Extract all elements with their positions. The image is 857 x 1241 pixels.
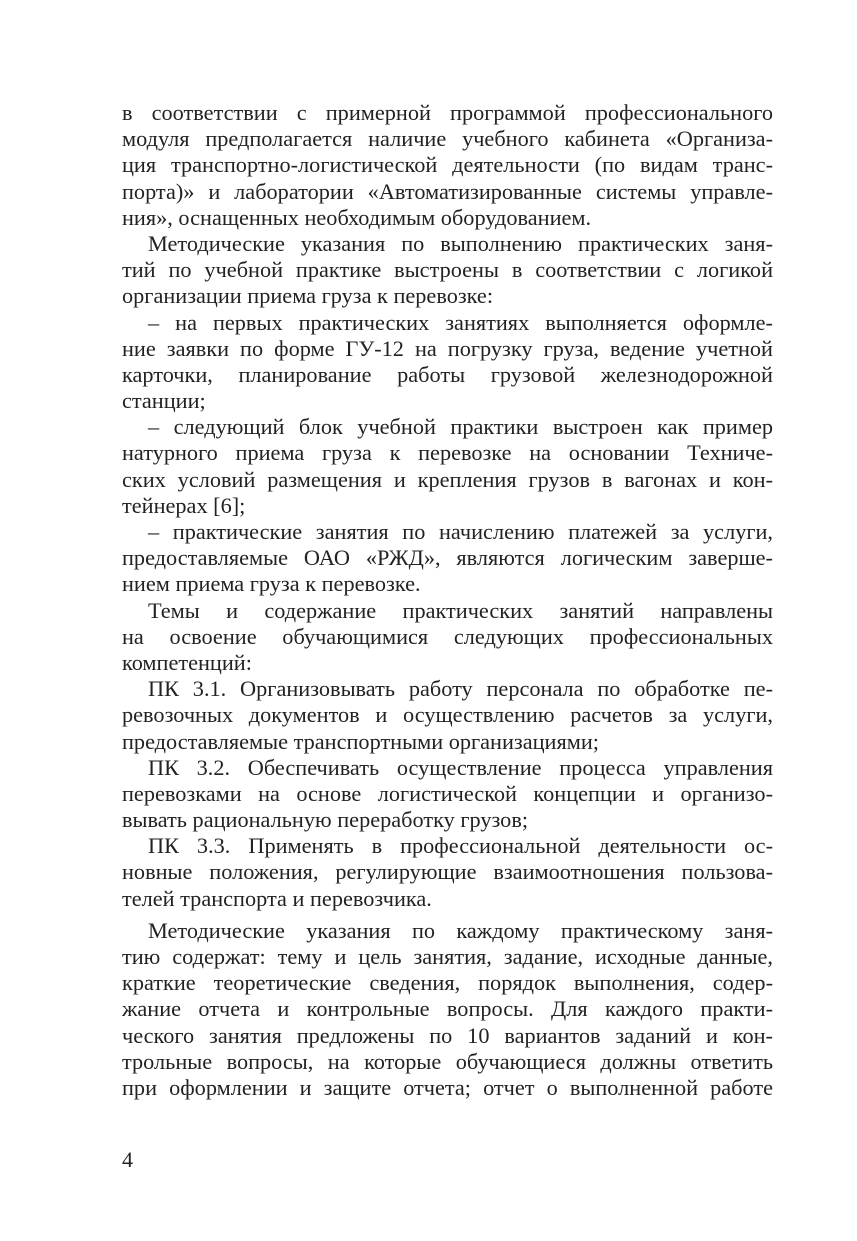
- text-line: – следующий блок учебной практики выстроен как пример: [148, 414, 773, 440]
- paragraph: [122, 755, 773, 834]
- text-line: предоставляемые транспортными организациями;: [122, 728, 599, 754]
- text-line: вывать рациональную переработку грузов;: [122, 807, 529, 833]
- paragraph: [122, 833, 773, 912]
- text-line: жание отчета и контрольные вопросы. Для каждого практи-: [122, 996, 773, 1022]
- text-line: трольные вопросы, на которые обучающиеся должны ответить: [122, 1048, 773, 1074]
- text-line: ПК 3.3. Применять в профессиональной деятельности ос-: [148, 833, 773, 859]
- text-line: натурного приема груза к перевозке на основании Техниче-: [122, 440, 773, 466]
- text-line: при оформлении и защите отчета; отчет о выполненной работе: [122, 1074, 773, 1100]
- text-line: – на первых практических занятиях выполняется оформле-: [148, 309, 773, 335]
- text-line: Темы и содержание практических занятий направлены: [148, 597, 773, 623]
- text-line: краткие теоретические сведения, порядок выполнения, содер-: [122, 970, 773, 996]
- text-line: тейнерах [6];: [122, 492, 246, 518]
- text-line: ческого занятия предложены по 10 вариантов заданий и кон-: [122, 1022, 773, 1048]
- text-line: ревозочных документов и осуществлению расчетов за услуги,: [122, 702, 773, 728]
- text-line: телей транспорта и перевозчика.: [122, 885, 432, 911]
- paragraph: [122, 310, 773, 415]
- text-line: организации приема груза к перевозке:: [122, 283, 494, 309]
- text-line: Методические указания по выполнению практических заня-: [148, 230, 773, 256]
- text-line: новные положения, регулирующие взаимоотношения пользова-: [122, 859, 773, 885]
- paragraph: [122, 100, 773, 231]
- text-line: – практические занятия по начислению платежей за услуги,: [148, 519, 773, 544]
- paragraph: [122, 231, 773, 310]
- text-line: предоставляемые ОАО «РЖД», являются логическим заверше-: [122, 545, 773, 571]
- text-line: ние заявки по форме ГУ-12 на погрузку груза, ведение учетной: [122, 335, 773, 361]
- paragraph: [122, 676, 773, 755]
- text-line: ских условий размещения и крепления грузов в вагонах и кон-: [122, 466, 773, 492]
- paragraph: [122, 598, 773, 677]
- text-line: станции;: [122, 388, 206, 414]
- paragraph: [122, 918, 773, 1101]
- text-line: нием приема груза к перевозке.: [122, 571, 421, 597]
- page-number: 4: [122, 1147, 133, 1172]
- text-line: тию содержат: тему и цель занятия, задание, исходные данные,: [122, 944, 773, 969]
- text-line: тий по учебной практике выстроены в соответствии с логикой: [122, 257, 773, 283]
- text-line: ПК 3.2. Обеспечивать осуществление процесса управления: [148, 754, 773, 780]
- text-line: ПК 3.1. Организовывать работу персонала по обработке пе-: [148, 676, 773, 702]
- text-line: модуля предполагается наличие учебного кабинета «Организа-: [122, 126, 773, 152]
- text-line: перевозками на основе логистической концепции и организо-: [122, 780, 773, 806]
- text-line: порта)» и лаборатории «Автоматизированные системы управле-: [122, 178, 773, 204]
- text-line: Методические указания по каждому практическому заня-: [148, 917, 773, 943]
- page-body: [122, 100, 773, 1101]
- text-line: компетенций:: [122, 649, 252, 675]
- text-line: карточки, планирование работы грузовой железнодорожной: [122, 361, 773, 387]
- text-line: ния», оснащенных необходимым оборудованием.: [122, 204, 592, 230]
- text-line: ция транспортно-логистической деятельности (по видам транс-: [122, 152, 773, 178]
- text-line: в соответствии с примерной программой профессионального: [122, 100, 773, 125]
- text-line: на освоение обучающимися следующих профессиональных: [122, 623, 773, 649]
- paragraph: [122, 519, 773, 598]
- paragraph: [122, 414, 773, 519]
